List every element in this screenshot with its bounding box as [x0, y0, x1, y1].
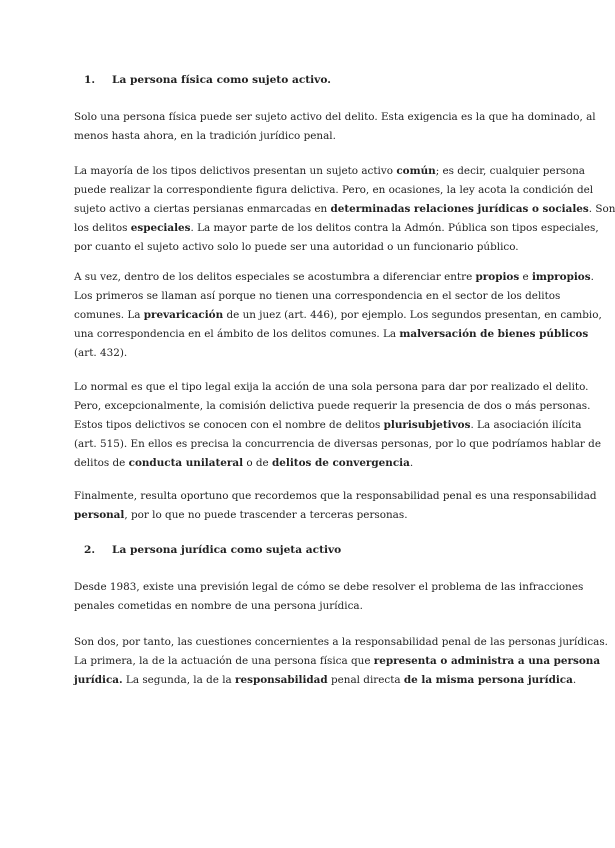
text-line: jurídica. La segunda, la de la responsabilidad penal directa de la misma persona jurídica. — [74, 674, 577, 686]
bold-term: impropios — [531, 271, 591, 283]
text-line: menos hasta ahora, en la tradición jurídico penal. — [74, 130, 336, 142]
text-line: (art. 432). — [74, 347, 128, 359]
paragraph — [74, 578, 584, 616]
bold-term: jurídica. — [74, 674, 123, 686]
text-line: sujeto activo a ciertas persianas enmarcadas en determinadas relaciones jurídicas o sociales. Son — [74, 203, 615, 215]
paragraph — [74, 268, 602, 363]
bold-term: conducta unilateral — [128, 457, 244, 469]
bold-term: de la misma persona jurídica — [403, 674, 573, 686]
paragraph — [74, 487, 597, 525]
bold-term: personal — [74, 509, 125, 521]
paragraph — [74, 108, 596, 146]
text-line: penales cometidas en nombre de una persona jurídica. — [74, 600, 363, 612]
bold-term: responsabilidad — [235, 674, 328, 686]
bold-term: prevaricación — [143, 309, 224, 321]
paragraph — [74, 378, 601, 473]
section-heading-2 — [84, 541, 341, 560]
text-line: Estos tipos delictivos se conocen con el nombre de delitos plurisubjetivos. La asociación ilícita — [74, 419, 582, 431]
paragraph — [74, 633, 608, 690]
text-line: Pero, excepcionalmente, la comisión delictiva puede requerir la presencia de dos o más personas. — [74, 400, 591, 412]
bold-term: malversación de bienes públicos — [399, 328, 589, 340]
text-line: Los primeros se llaman así porque no tienen una correspondencia en el sector de los delitos — [74, 290, 561, 302]
bold-term: común — [396, 165, 436, 177]
text-line: comunes. La prevaricación de un juez (art. 446), por ejemplo. Los segundos presentan, en cambio, — [74, 309, 602, 321]
bold-term: plurisubjetivos — [383, 419, 471, 431]
bold-term: determinadas relaciones jurídicas o sociales — [330, 203, 589, 215]
text-line: por cuanto el sujeto activo solo lo puede ser una autoridad o un funcionario público. — [74, 241, 519, 253]
text-line: delitos de conducta unilateral o de delitos de convergencia. — [74, 457, 414, 469]
text-line: Son dos, por tanto, las cuestiones concernientes a la responsabilidad penal de las personas jurídicas. — [74, 636, 608, 648]
bold-term: propios — [475, 271, 520, 283]
section-number: 2. — [84, 544, 96, 556]
text-line: Finalmente, resulta oportuno que recordemos que la responsabilidad penal es una responsabilidad — [74, 490, 597, 502]
section-title: La persona física como sujeto activo. — [112, 74, 331, 86]
text-line: Lo normal es que el tipo legal exija la acción de una sola persona para dar por realizado el delito. — [74, 381, 589, 393]
section-heading-1 — [84, 71, 331, 90]
section-number: 1. — [84, 74, 96, 86]
paragraph — [74, 162, 615, 257]
text-line: (art. 515). En ellos es precisa la concurrencia de diversas personas, por lo que podríamos hablar de — [74, 438, 601, 450]
bold-term: especiales — [130, 222, 191, 234]
text-line: los delitos especiales. La mayor parte de los delitos contra la Admón. Pública son tipos especiales, — [74, 222, 599, 234]
bold-term: representa o administra a una persona — [373, 655, 601, 667]
text-line: una correspondencia en el ámbito de los delitos comunes. La malversación de bienes públicos — [74, 328, 589, 340]
section-title: La persona jurídica como sujeta activo — [112, 544, 342, 556]
bold-term: delitos de convergencia — [272, 457, 410, 469]
text-line: personal, por lo que no puede trascender a terceras personas. — [74, 509, 408, 521]
text-line: puede realizar la correspondiente figura delictiva. Pero, en ocasiones, la ley acota la condición del — [74, 184, 594, 196]
text-line: La mayoría de los tipos delictivos presentan un sujeto activo común; es decir, cualquier persona — [74, 165, 586, 177]
text-line: La primera, la de la actuación de una persona física que representa o administra a una persona — [74, 655, 601, 667]
text-line: Desde 1983, existe una previsión legal de cómo se debe resolver el problema de las infracciones — [74, 581, 584, 593]
text-line: A su vez, dentro de los delitos especiales se acostumbra a diferenciar entre propios e impropios. — [74, 271, 594, 283]
text-line: Solo una persona física puede ser sujeto activo del delito. Esta exigencia es la que ha dominado, al — [74, 111, 596, 123]
